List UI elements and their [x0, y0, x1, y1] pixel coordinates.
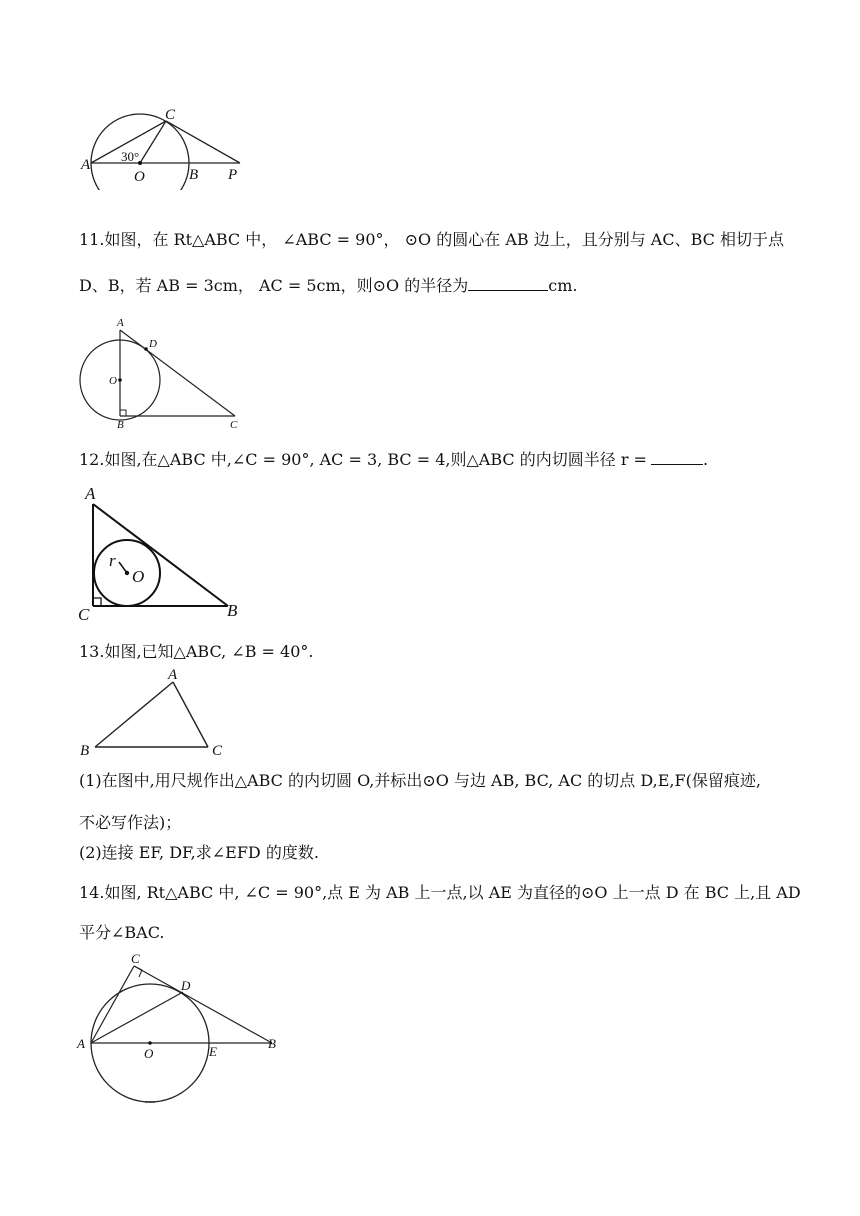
label-B: B [117, 419, 124, 431]
label-O: O [109, 375, 117, 387]
label-B: B [227, 601, 238, 620]
angle-label: 30° [121, 149, 140, 164]
label-A: A [85, 484, 96, 503]
figure-10-circle-tangent [75, 105, 265, 190]
label-O: O [134, 169, 145, 185]
label-C: C [230, 419, 238, 431]
q12-text: 12.如图,在△ABC 中,∠C = 90°, AC = 3, BC = 4,则△ABC 的内切圆半径 r = [79, 450, 647, 469]
q12-line [79, 450, 708, 470]
q11-line2 [79, 276, 577, 296]
q13-part1-line2: 不必写作法)； [79, 813, 182, 832]
label-P: P [228, 167, 238, 183]
label-D: D [181, 978, 191, 993]
label-O: O [132, 567, 145, 586]
label-D: D [149, 338, 157, 350]
q14-line2: 平分∠BAC. [79, 923, 165, 942]
label-A: A [117, 317, 124, 329]
q11-line1: 11.如图，在 Rt△ABC 中， ∠ABC = 90°， ⊙O 的圆心在 AB 边上，且分别与 AC、BC 相切于点 [79, 230, 784, 249]
label-C: C [165, 107, 176, 123]
q13-line1: 13.如图,已知△ABC, ∠B = 40°. [79, 642, 314, 661]
label-A: A [168, 667, 178, 683]
figure-12-incircle [75, 482, 250, 622]
label-A: A [81, 157, 91, 173]
q13-part2: (2)连接 EF, DF,求∠EFD 的度数. [79, 843, 319, 862]
q11-line2-unit: cm. [548, 276, 578, 295]
figure-13-triangle [75, 664, 235, 760]
label-B: B [80, 743, 90, 759]
label-C: C [131, 951, 140, 966]
q12-end: . [702, 450, 709, 469]
label-C: C [78, 605, 90, 622]
label-E: E [209, 1044, 217, 1059]
label-A: A [77, 1036, 85, 1051]
label-B: B [268, 1036, 276, 1051]
label-O: O [144, 1046, 154, 1061]
label-r: r [109, 551, 116, 570]
label-B: B [189, 167, 199, 183]
figure-14-circle-right-triangle [75, 950, 285, 1105]
answer-blank [651, 450, 703, 465]
q14-line1: 14.如图, Rt△ABC 中, ∠C = 90°,点 E 为 AB 上一点,以 AE 为直径的⊙O 上一点 D 在 BC 上,且 AD [79, 883, 801, 902]
figure-11-right-triangle-circle [75, 316, 250, 434]
q11-line2-text: D、B，若 AB = 3cm， AC = 5cm，则⊙O 的半径为 [79, 276, 469, 295]
answer-blank [468, 276, 548, 291]
q13-part1-line1: (1)在图中,用尺规作出△ABC 的内切圆 O,并标出⊙O 与边 AB, BC, AC 的切点 D,E,F(保留痕迹, [79, 771, 761, 790]
label-C: C [212, 743, 223, 759]
